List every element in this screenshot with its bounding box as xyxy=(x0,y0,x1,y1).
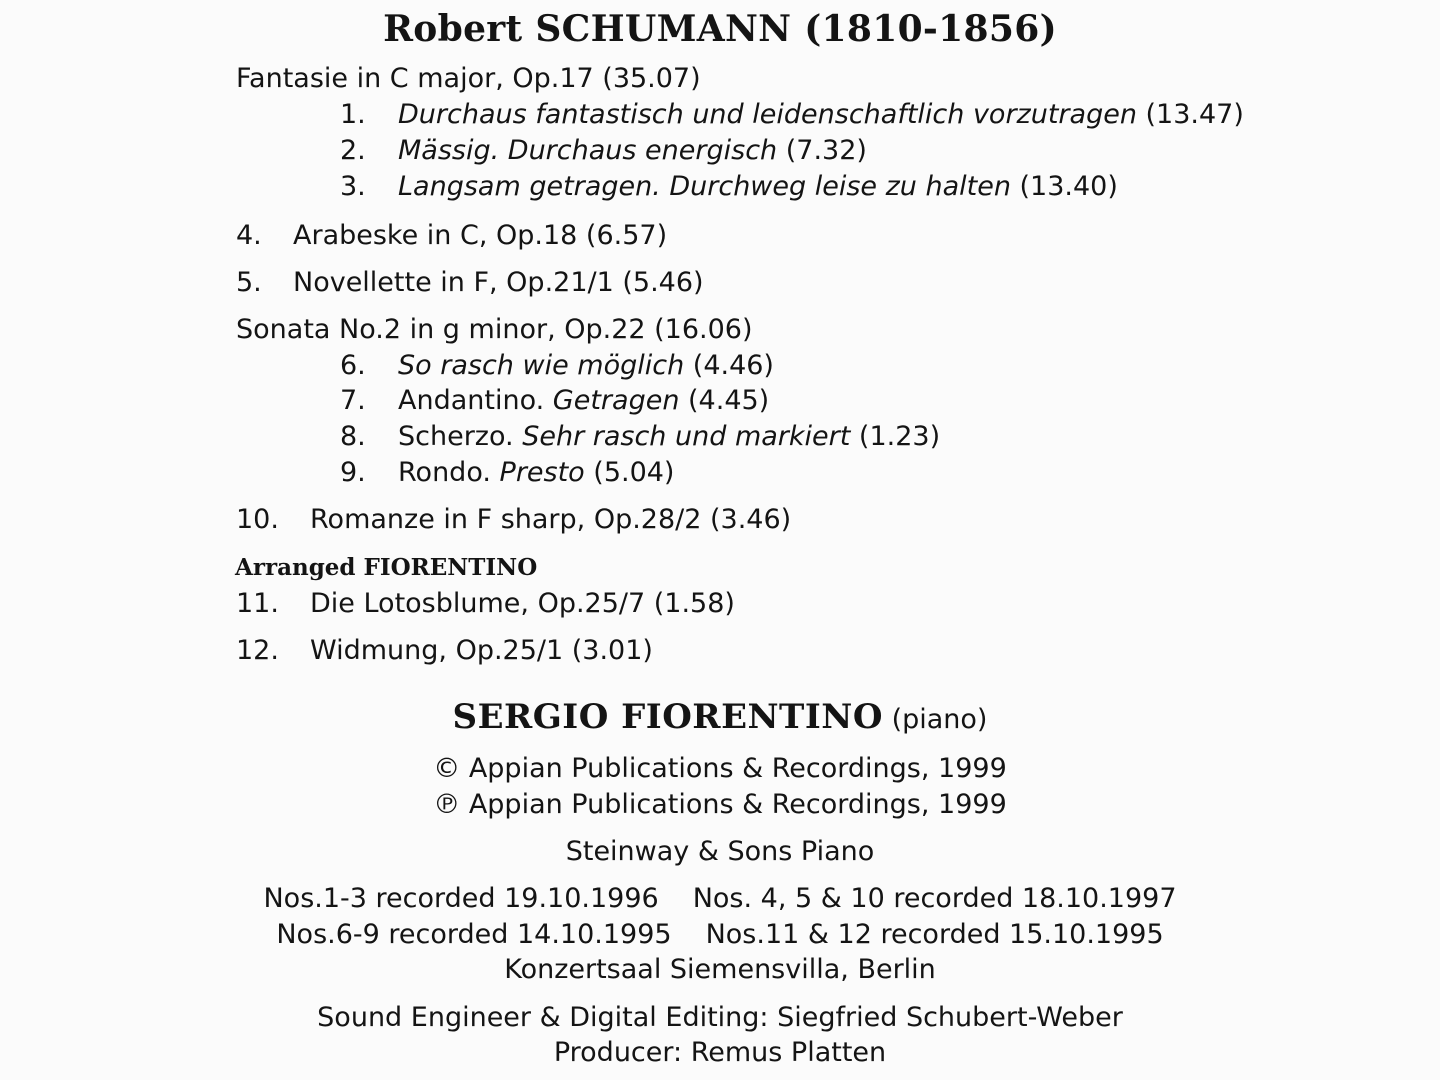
recording-dates-row-1 xyxy=(0,882,1440,916)
track-title: Getragen xyxy=(552,385,680,416)
track-4 xyxy=(236,219,667,253)
track-number: 5. xyxy=(236,267,262,298)
track-number: 3. xyxy=(340,171,366,202)
venue-line: Konzertsaal Siemensvilla, Berlin xyxy=(504,954,936,985)
track-8 xyxy=(340,420,940,454)
track-7 xyxy=(340,384,769,418)
track-title: Die Lotosblume, Op.25/7 (1.58) xyxy=(310,588,735,619)
track-number: 7. xyxy=(340,385,366,416)
track-2 xyxy=(340,134,867,168)
track-title: Novellette in F, Op.21/1 (5.46) xyxy=(293,267,704,298)
recording-dates-row-2 xyxy=(0,918,1440,952)
track-duration: (4.46) xyxy=(684,350,774,381)
track-6 xyxy=(340,349,774,383)
track-number: 6. xyxy=(340,350,366,381)
track-9 xyxy=(340,456,674,490)
track-12 xyxy=(236,634,653,668)
engineer-line: Sound Engineer & Digital Editing: Siegfried Schubert-Weber xyxy=(317,1002,1123,1033)
phonogram-line: ℗ Appian Publications & Recordings, 1999 xyxy=(433,789,1007,820)
track-title: Mässig. Durchaus energisch xyxy=(398,135,778,166)
track-tempo: Scherzo. xyxy=(398,421,523,452)
recording-date: Nos. 4, 5 & 10 recorded 18.10.1997 xyxy=(692,883,1177,914)
composer-title: Robert SCHUMANN (1810-1856) xyxy=(383,8,1057,50)
track-duration: (13.40) xyxy=(1010,171,1118,202)
track-duration: (7.32) xyxy=(777,135,867,166)
track-title: Langsam getragen. Durchweg leise zu halten xyxy=(398,171,1011,202)
track-title: Widmung, Op.25/1 (3.01) xyxy=(310,635,653,666)
track-number: 9. xyxy=(340,457,366,488)
track-title: So rasch wie möglich xyxy=(398,350,685,381)
track-duration: (4.45) xyxy=(679,385,770,416)
work-title-fantasie: Fantasie in C major, Op.17 (35.07) xyxy=(236,63,701,94)
track-number: 4. xyxy=(236,220,262,251)
section-heading-arranged: Arranged FIORENTINO xyxy=(235,554,538,581)
track-number: 1. xyxy=(340,99,366,130)
work-title-sonata: Sonata No.2 in g minor, Op.22 (16.06) xyxy=(236,314,753,345)
track-title: Presto xyxy=(499,457,585,488)
track-number: 2. xyxy=(340,135,366,166)
performer-name: SERGIO FIORENTINO xyxy=(452,697,883,737)
track-10 xyxy=(236,503,791,537)
recording-date: Nos.1-3 recorded 19.10.1996 xyxy=(263,883,659,914)
track-duration: (5.04) xyxy=(584,457,675,488)
track-number: 8. xyxy=(340,421,366,452)
track-tempo: Andantino. xyxy=(398,385,553,416)
track-title: Romanze in F sharp, Op.28/2 (3.46) xyxy=(310,504,792,535)
track-number: 10. xyxy=(236,504,279,535)
track-3 xyxy=(340,170,1118,204)
track-1 xyxy=(340,98,1244,132)
producer-line: Producer: Remus Platten xyxy=(553,1037,887,1068)
track-number: 11. xyxy=(236,588,279,619)
track-11 xyxy=(236,587,735,621)
track-title: Sehr rasch und markiert xyxy=(522,421,851,452)
recording-date: Nos.11 & 12 recorded 15.10.1995 xyxy=(705,919,1164,950)
track-number: 12. xyxy=(236,635,279,666)
track-title: Arabeske in C, Op.18 (6.57) xyxy=(293,220,668,251)
track-tempo: Rondo. xyxy=(398,457,500,488)
track-title: Durchaus fantastisch und leidenschaftlich vorzutragen xyxy=(398,99,1137,130)
copyright-line: © Appian Publications & Recordings, 1999 xyxy=(433,753,1007,784)
recording-date: Nos.6-9 recorded 14.10.1995 xyxy=(276,919,672,950)
track-duration: (1.23) xyxy=(850,421,941,452)
performer-line xyxy=(0,697,1440,737)
performer-instrument: (piano) xyxy=(891,704,988,735)
track-5 xyxy=(236,266,704,300)
piano-line: Steinway & Sons Piano xyxy=(565,836,875,867)
track-duration: (13.47) xyxy=(1136,99,1244,130)
